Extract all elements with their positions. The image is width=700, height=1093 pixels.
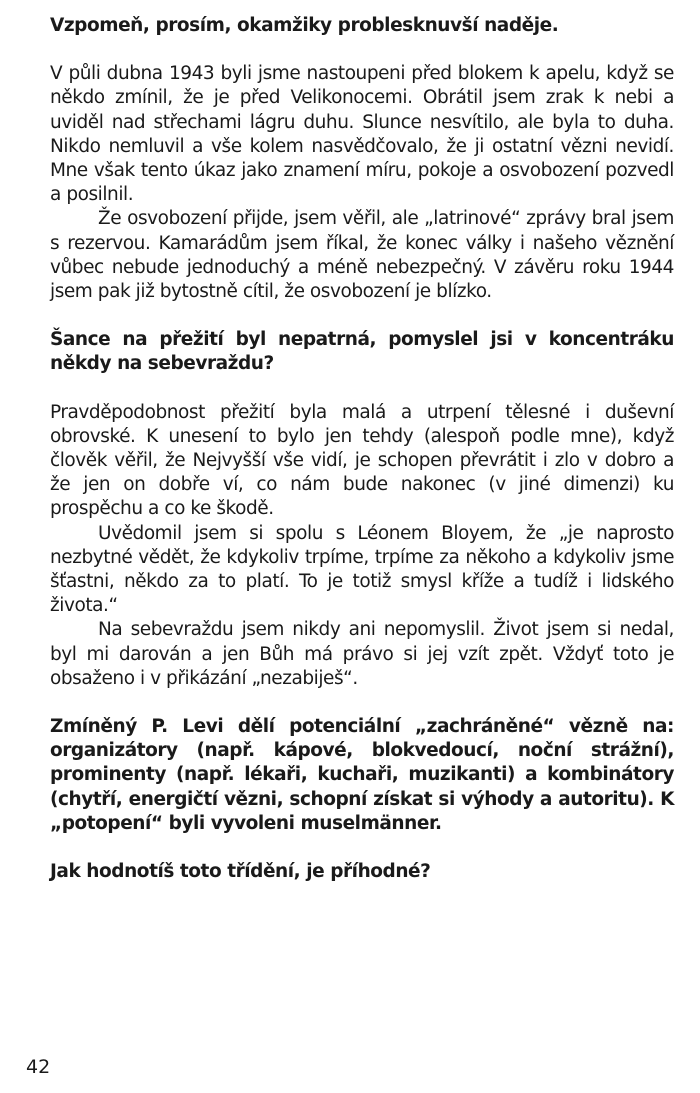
spacer	[50, 836, 674, 860]
answer-2-paragraph-2: Uvědomil jsem si spolu s Léonem Bloyem, že „je naprosto nezbytné vědět, že kdykoliv trpíme, trpíme za někoho a kdykoliv jsme šťastni, někdo za to platí. To je totiž smysl kříže a tudíž i lidského života.“	[50, 522, 674, 617]
answer-2-paragraph-3: Na sebevraždu jsem nikdy ani nepomyslil. Život jsem si nedal, byl mi darován a jen Bůh má právo si jej vzít zpět. Vždyť toto je obsaženo i v přikázání „nezabiješ“.	[50, 619, 674, 689]
question-4: Jak hodnotíš toto třídění, je příhodné?	[50, 861, 431, 883]
answer-1-paragraph-2: Že osvobození přijde, jsem věřil, ale „latrinové“ zprávy bral jsem s rezervou. Kamarádům jsem říkal, že konec války i našeho věznění vůbec nebude jednoduchý a méně nebezpečný. V závěru roku 1944 jsem pak již bytostně cítil, že osvobození je blízko.	[50, 208, 674, 303]
page-body	[50, 14, 674, 884]
spacer	[50, 377, 674, 401]
spacer	[50, 38, 674, 62]
spacer	[50, 304, 674, 328]
page-number: 42	[26, 1056, 51, 1078]
question-2: Šance na přežití byl nepatrná, pomyslel jsi v koncentráku někdy na sebevraždu?	[50, 329, 674, 375]
answer-1-paragraph-1: V půli dubna 1943 byli jsme nastoupeni před blokem k apelu, když se někdo zmínil, že je před Velikonocemi. Obrátil jsem zrak k nebi a uviděl nad střechami lágru duhu. Slunce nesvítilo, ale byla to duha. Nikdo nemluvil a vše kolem nasvědčovalo, že ji ostatní vězni nevidí. Mne však tento úkaz jako znamení míru, pokoje a osvobození pozvedl a posilnil.	[50, 63, 674, 206]
question-3: Zmíněný P. Levi dělí potenciální „zachráněné“ vězně na: organizátory (např. kápové, blokvedoucí, noční strážní), prominenty (např. lékaři, kuchaři, muzikanti) a kombinátory (chytří, energičtí vězni, schopní získat si výhody a autoritu). K „potopení“ byli vyvoleni muselmänner.	[50, 716, 674, 834]
question-1: Vzpomeň, prosím, okamžiky problesknuvší naděje.	[50, 15, 559, 36]
answer-2-paragraph-1: Pravděpodobnost přežití byla malá a utrpení tělesné i duševní obrovské. K unesení to bylo jen tehdy (alespoň podle mne), když člověk věřil, že Nejvyšší vše vidí, je schopen převrátit i zlo v dobro a že jen on dobře ví, co nám bude nakonec (v jiné dimenzi) ku prospěchu a co ke škodě.	[50, 401, 674, 520]
spacer	[50, 691, 674, 715]
